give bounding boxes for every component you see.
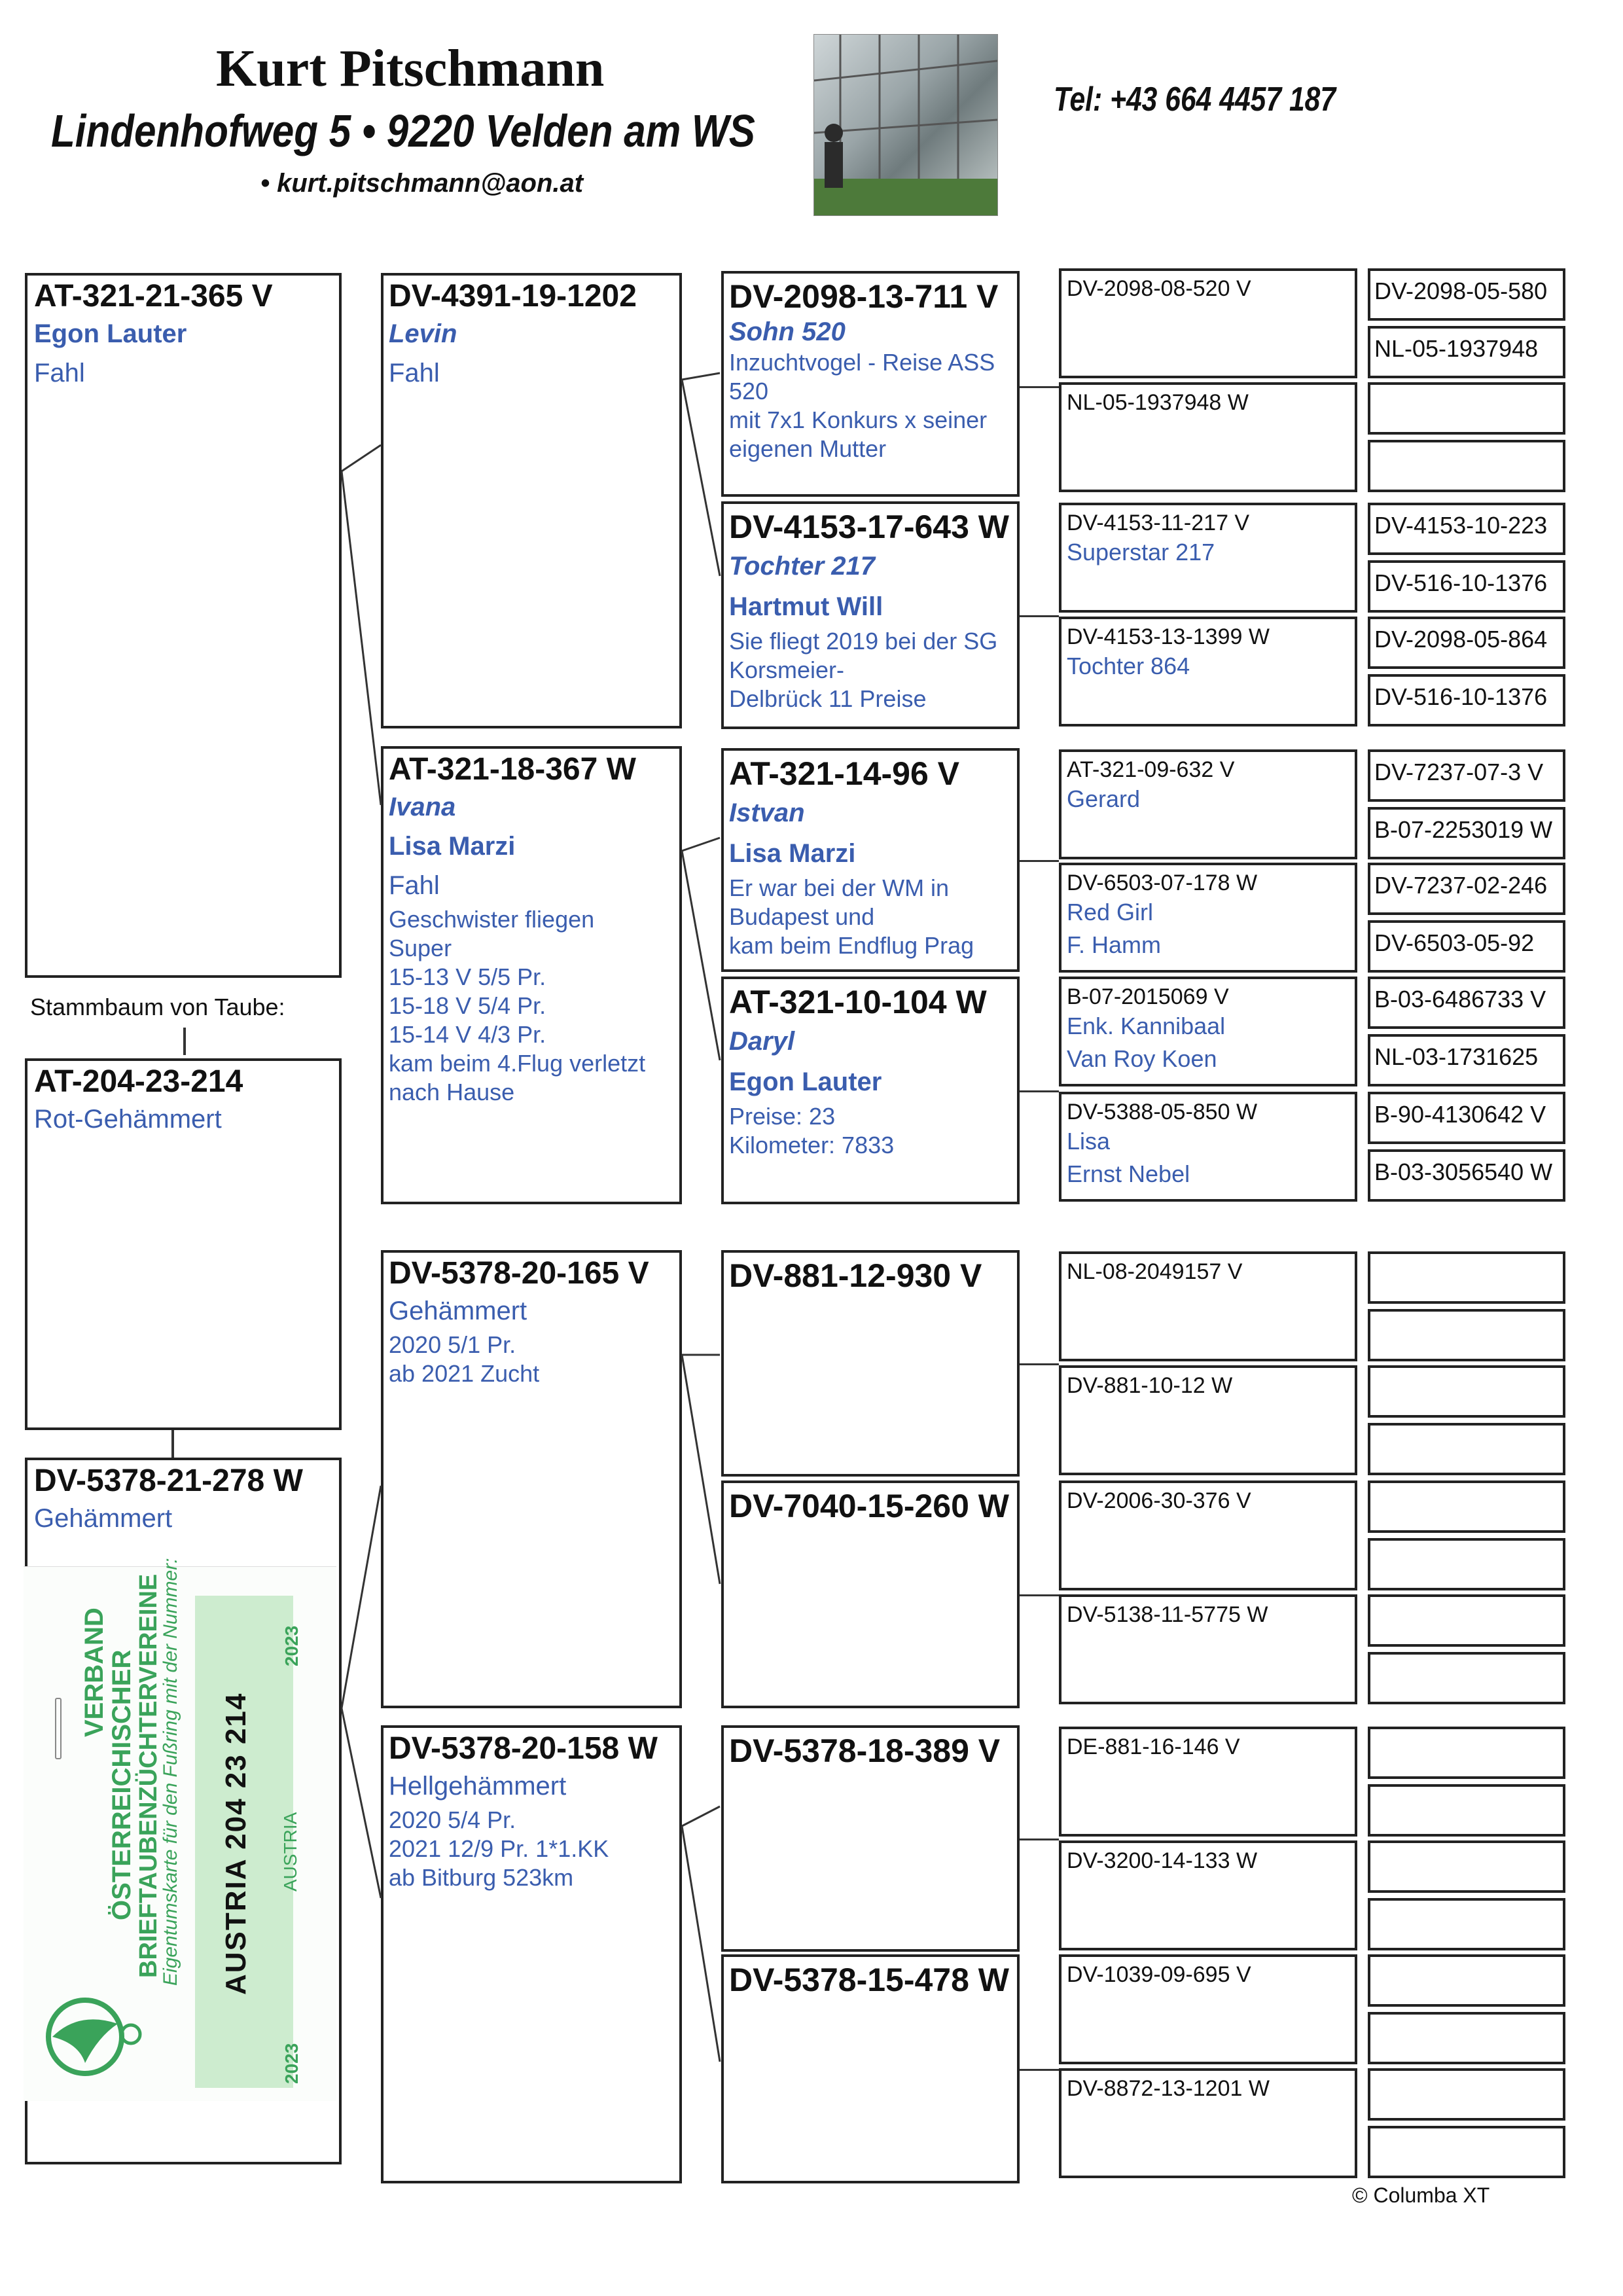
gen3-ffm-ring: DV-4153-17-643 W [729, 509, 1010, 545]
gen4-box [1059, 1365, 1357, 1475]
gen3-fff [721, 271, 1020, 497]
gen4-box [1059, 977, 1357, 1086]
gen4-box [1059, 749, 1357, 859]
gen2-fm-name: Ivana [389, 793, 456, 821]
connector-line [1020, 1363, 1059, 1365]
gen5-box [1368, 1898, 1565, 1950]
gen3-fff-note: eigenen Mutter [729, 435, 887, 462]
gen3-fff-note: mit 7x1 Konkurs x seiner [729, 406, 988, 433]
gen4-line: F. Hamm [1067, 931, 1161, 958]
gen5-ring: DV-6503-05-92 [1374, 929, 1535, 956]
gen3-ffm-note: Korsmeier- [729, 656, 845, 683]
gen2-ff-name: Levin [389, 319, 457, 348]
gen5-box [1368, 807, 1565, 859]
gen2-ff-ring: DV-4391-19-1202 [389, 279, 637, 314]
gen2-mf-color: Gehämmert [389, 1297, 527, 1325]
gen2-fm-note: Geschwister fliegen [389, 906, 595, 933]
gen4-box [1059, 1480, 1357, 1590]
connector-line [1020, 615, 1059, 617]
gen5-box [1368, 1727, 1565, 1779]
gen2-mm-ring: DV-5378-20-158 W [389, 1731, 658, 1766]
gen4-ring: DV-2098-08-520 V [1067, 276, 1251, 301]
gen4-line: Superstar 217 [1067, 539, 1215, 565]
gen4-ring: DV-3200-14-133 W [1067, 1848, 1258, 1873]
gen2-fm-breeder: Lisa Marzi [389, 832, 516, 861]
gen4-box [1059, 382, 1357, 492]
gen5-box [1368, 674, 1565, 726]
gen5-ring [1370, 2015, 1563, 2021]
pigeon-color: Rot-Gehämmert [34, 1105, 222, 1134]
gen4-ring: NL-05-1937948 W [1067, 390, 1249, 415]
gen4-box [1059, 617, 1357, 726]
card-org-line3: BRIEFTAUBENZÜCHTERVEREINE [135, 1573, 162, 1978]
gen3-fmm-note: Preise: 23 [729, 1103, 836, 1130]
gen5-ring [1370, 2128, 1563, 2135]
gen4-ring: DV-6503-07-178 W [1067, 870, 1258, 895]
gen4-box [1059, 268, 1357, 378]
gen3-mfm-ring: DV-7040-15-260 W [729, 1488, 1010, 1524]
pigeon-ring: AT-204-23-214 [34, 1064, 243, 1099]
breeder-name: Kurt Pitschmann [216, 40, 605, 98]
card-country: AUSTRIA [280, 1812, 300, 1892]
gen4-ring: B-07-2015069 V [1067, 984, 1229, 1009]
gen2-mf-ring: DV-5378-20-165 V [389, 1256, 649, 1291]
gen5-ring [1370, 1312, 1563, 1318]
gen3-ffm [721, 501, 1020, 729]
gen2-mf-note: ab 2021 Zucht [389, 1360, 540, 1387]
gen4-line: Van Roy Koen [1067, 1045, 1217, 1072]
gen5-box [1368, 1309, 1565, 1361]
card-year-bottom: 2023 [281, 2043, 302, 2084]
gen4-ring: DV-1039-09-695 V [1067, 1962, 1251, 1987]
gen2-fm-note: 15-13 V 5/5 Pr. [389, 963, 546, 990]
gen5-box [1368, 1538, 1565, 1590]
gen5-ring [1370, 2071, 1563, 2077]
gen4-line: Gerard [1067, 785, 1141, 812]
gen2-mm-color: Hellgehämmert [389, 1772, 567, 1801]
gen5-box [1368, 977, 1565, 1029]
gen4-ring: DE-881-16-146 V [1067, 1734, 1240, 1759]
gen4-line: Lisa [1067, 1128, 1111, 1155]
gen3-fmm [721, 977, 1020, 1204]
gen4-ring: AT-321-09-632 V [1067, 757, 1235, 782]
gen2-fm-note: 15-14 V 4/3 Pr. [389, 1021, 546, 1048]
gen2-fm-note: Super [389, 935, 452, 961]
card-year-top: 2023 [281, 1625, 302, 1666]
gen5-ring [1370, 1483, 1563, 1490]
gen2-mm-note: 2020 5/4 Pr. [389, 1806, 516, 1833]
gen4-box [1059, 1727, 1357, 1837]
gen4-ring: DV-4153-13-1399 W [1067, 624, 1270, 649]
gen4-ring: DV-881-10-12 W [1067, 1373, 1233, 1398]
gen5-ring: B-03-3056540 W [1374, 1158, 1553, 1185]
gen5-ring: NL-03-1731625 [1374, 1043, 1539, 1070]
gen4-box [1059, 1594, 1357, 1704]
gen5-box [1368, 617, 1565, 669]
card-subtitle: Eigentumskarte für den Fußring mit der Nummer: [160, 1558, 181, 1986]
gen5-box [1368, 440, 1565, 492]
gen3-fmf-name: Istvan [729, 798, 805, 827]
gen5-ring [1370, 1368, 1563, 1374]
gen5-ring [1370, 1787, 1563, 1793]
card-org-line2: ÖSTERREICHISCHER [107, 1649, 136, 1920]
gen5-ring [1370, 385, 1563, 391]
gen3-fff-name: Sohn 520 [729, 317, 846, 346]
gen5-ring: DV-7237-02-246 [1374, 872, 1548, 899]
gen5-box [1368, 1652, 1565, 1704]
gen5-box [1368, 1092, 1565, 1144]
gen5-ring [1370, 1843, 1563, 1850]
gen3-mmm-ring: DV-5378-15-478 W [729, 1962, 1010, 1998]
gen5-ring [1370, 1541, 1563, 1547]
gen5-ring [1370, 442, 1563, 449]
gen5-ring [1370, 1957, 1563, 1964]
connector-line [1020, 2069, 1059, 2071]
gen4-line: Red Girl [1067, 899, 1154, 925]
gen5-box [1368, 268, 1565, 321]
gen3-mmm [721, 1954, 1020, 2183]
gen2-fm-note: kam beim 4.Flug verletzt [389, 1050, 646, 1077]
gen4-ring: DV-5138-11-5775 W [1067, 1602, 1268, 1627]
gen5-box [1368, 749, 1565, 802]
gen5-box [1368, 1423, 1565, 1475]
gen5-box [1368, 1784, 1565, 1837]
gen5-ring: DV-2098-05-864 [1374, 626, 1548, 653]
gen4-ring: DV-4153-11-217 V [1067, 511, 1250, 535]
gen5-box [1368, 1840, 1565, 1893]
gen2-ff-color: Fahl [389, 359, 440, 387]
gen4-ring: DV-2006-30-376 V [1067, 1488, 1251, 1513]
gen3-fmf-note: kam beim Endflug Prag [729, 932, 974, 959]
gen4-box [1059, 1092, 1357, 1202]
gen2-mm-note: 2021 12/9 Pr. 1*1.KK [389, 1835, 609, 1862]
gen4-ring: DV-8872-13-1201 W [1067, 2076, 1270, 2101]
gen2-mm-note: ab Bitburg 523km [389, 1864, 574, 1891]
gen4-box [1059, 2068, 1357, 2178]
gen4-line: Enk. Kannibaal [1067, 1013, 1226, 1039]
gen3-ffm-name: Tochter 217 [729, 552, 876, 581]
gen3-mmf [721, 1725, 1020, 1952]
breeder-address: Lindenhofweg 5 • 9220 Velden am WS [51, 105, 755, 156]
gen5-box [1368, 2068, 1565, 2121]
connector-line [1020, 1839, 1059, 1840]
gen5-ring [1370, 1655, 1563, 1661]
gen5-ring [1370, 1254, 1563, 1261]
gen3-fmm-breeder: Egon Lauter [729, 1067, 882, 1096]
gen3-mmf-ring: DV-5378-18-389 V [729, 1732, 1001, 1769]
gen5-ring [1370, 1426, 1563, 1432]
gen4-box [1059, 1954, 1357, 2064]
gen3-fmm-note: Kilometer: 7833 [729, 1132, 895, 1158]
gen5-ring [1370, 1729, 1563, 1736]
gen3-mff-ring: DV-881-12-930 V [729, 1257, 982, 1294]
father-color: Fahl [34, 359, 85, 387]
gen5-box [1368, 326, 1565, 378]
connector-line [1020, 860, 1059, 862]
gen5-box [1368, 920, 1565, 973]
gen5-ring: B-03-6486733 V [1374, 986, 1546, 1013]
gen2-fm-ring: AT-321-18-367 W [389, 752, 636, 787]
card-number: AUSTRIA 204 23 214 [220, 1692, 252, 1995]
gen5-ring: DV-7237-07-3 V [1374, 759, 1544, 785]
connector-line [1020, 1090, 1059, 1092]
gen5-ring: DV-516-10-1376 [1374, 683, 1548, 710]
gen2-fm-color: Fahl [389, 871, 440, 900]
connector-line [1020, 1594, 1059, 1596]
gen3-ffm-note: Sie fliegt 2019 bei der SG [729, 628, 998, 655]
gen3-fmm-name: Daryl [729, 1027, 795, 1056]
breeder-email: • kurt.pitschmann@aon.at [260, 169, 584, 198]
gen5-ring: B-07-2253019 W [1374, 816, 1553, 843]
gen5-ring: DV-2098-05-580 [1374, 278, 1548, 304]
gen3-fmf [721, 748, 1020, 972]
gen3-ffm-breeder: Hartmut Will [729, 592, 883, 621]
gen4-box [1059, 1251, 1357, 1361]
mother-ring: DV-5378-21-278 W [34, 1463, 303, 1498]
gen5-ring: NL-05-1937948 [1374, 335, 1539, 362]
gen5-box [1368, 1034, 1565, 1086]
gen3-fmm-ring: AT-321-10-104 W [729, 984, 987, 1020]
gen3-fff-ring: DV-2098-13-711 V [729, 278, 999, 315]
gen5-box [1368, 2126, 1565, 2178]
gen4-line: Ernst Nebel [1067, 1160, 1190, 1187]
card-org-line1: VERBAND [80, 1607, 109, 1737]
father-name: Egon Lauter [34, 319, 187, 348]
gen4-box [1059, 1840, 1357, 1950]
gen5-box [1368, 1594, 1565, 1647]
gen4-line: Tochter 864 [1067, 653, 1190, 679]
gen3-mfm [721, 1480, 1020, 1708]
connector-line [1020, 386, 1059, 388]
gen2-mf-note: 2020 5/1 Pr. [389, 1331, 516, 1358]
gen5-box [1368, 1480, 1565, 1533]
gen4-ring: NL-08-2049157 V [1067, 1259, 1243, 1284]
gen2-fm-note: 15-18 V 5/4 Pr. [389, 992, 546, 1019]
gen2-fm-note: nach Hause [389, 1079, 515, 1105]
gen3-ffm-note: Delbrück 11 Preise [729, 685, 927, 712]
gen4-box [1059, 503, 1357, 613]
gen3-fff-note: Inzuchtvogel - Reise ASS [729, 349, 995, 376]
gen3-fmf-breeder: Lisa Marzi [729, 839, 856, 868]
mother-color: Gehämmert [34, 1504, 173, 1533]
gen3-fmf-note: Er war bei der WM in [729, 874, 950, 901]
pigeon-label: Stammbaum von Taube: [30, 994, 285, 1020]
gen3-fmf-ring: AT-321-14-96 V [729, 755, 960, 792]
gen4-ring: DV-5388-05-850 W [1067, 1100, 1258, 1124]
gen4-box [1059, 863, 1357, 973]
gen5-box [1368, 503, 1565, 555]
gen3-fff-note: 520 [729, 378, 769, 404]
gen5-ring [1370, 1901, 1563, 1907]
gen5-box [1368, 2012, 1565, 2064]
gen5-box [1368, 382, 1565, 435]
gen5-ring: DV-516-10-1376 [1374, 569, 1548, 596]
gen5-box [1368, 863, 1565, 915]
father-ring: AT-321-21-365 V [34, 279, 273, 314]
gen3-fmf-note: Budapest und [729, 903, 875, 930]
gen5-ring: DV-4153-10-223 [1374, 512, 1548, 539]
gen5-ring: B-90-4130642 V [1374, 1101, 1546, 1128]
gen3-mff [721, 1250, 1020, 1477]
gen5-box [1368, 1149, 1565, 1202]
breeder-phone: Tel: +43 664 4457 187 [1054, 81, 1336, 118]
gen5-ring [1370, 1597, 1563, 1604]
gen5-box [1368, 1365, 1565, 1418]
gen5-box [1368, 560, 1565, 613]
gen5-box [1368, 1954, 1565, 2007]
copyright: © Columba XT [1352, 2183, 1490, 2207]
gen5-box [1368, 1251, 1565, 1304]
